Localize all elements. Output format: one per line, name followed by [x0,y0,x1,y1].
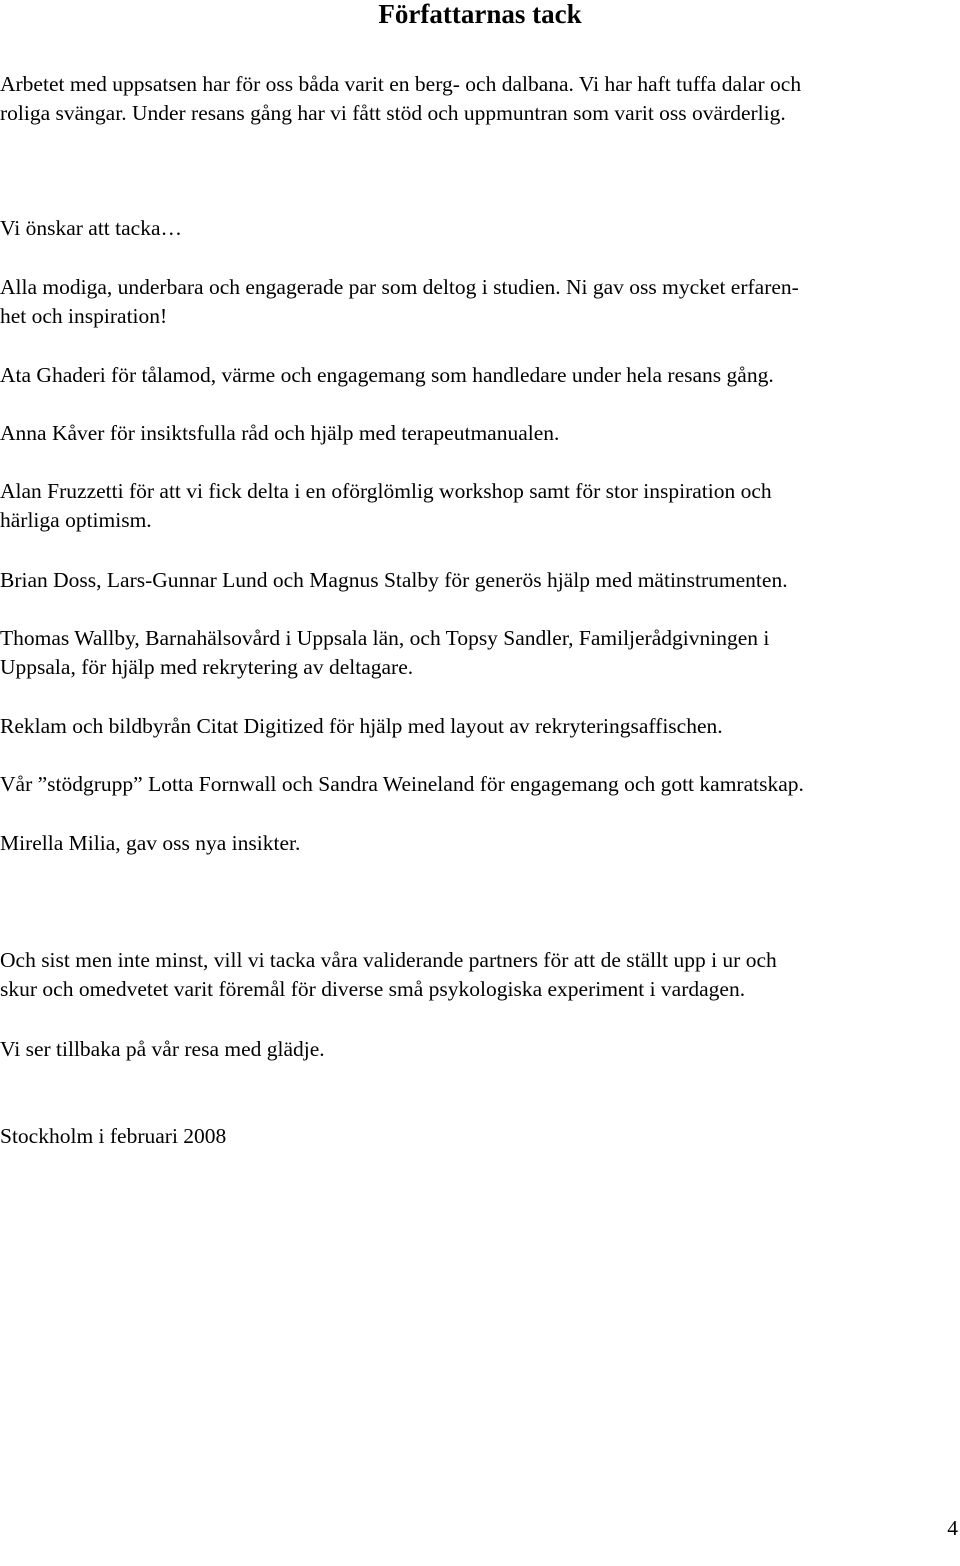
text-line: Stockholm i februari 2008 [0,1124,227,1148]
text-line: Mirella Milia, gav oss nya insikter. [0,831,301,855]
page-number: 4 [947,1516,958,1540]
text-line: Vi önskar att tacka… [0,216,182,240]
text-line: Alla modiga, underbara och engagerade par som deltog i studien. Ni gav oss mycket erfaren- [0,275,799,299]
thanks-couples [0,273,960,331]
text-line: Thomas Wallby, Barnahälsovård i Uppsala län, och Topsy Sandler, Familjerådgivningen i [0,626,770,650]
text-line: roliga svängar. Under resans gång har vi fått stöd och uppmuntran som varit oss ovärderlig. [0,101,786,125]
thanks-manual [0,419,960,448]
thanks-workshop [0,477,960,535]
text-line: Reklam och bildbyrån Citat Digitized för hjälp med layout av rekryteringsaffischen. [0,714,723,738]
text-line: Uppsala, för hjälp med rekrytering av deltagare. [0,655,414,679]
text-line: Och sist men inte minst, vill vi tacka våra validerande partners för att de ställt upp i ur och [0,948,777,972]
text-line: Brian Doss, Lars-Gunnar Lund och Magnus Stalby för generös hjälp med mätinstrumenten. [0,568,788,592]
text-line: Vi ser tillbaka på vår resa med glädje. [0,1037,325,1061]
place-date [0,1122,960,1151]
intro-paragraph [0,70,960,128]
thanks-supervisor [0,361,960,390]
thanks-instruments [0,566,960,595]
closing-line [0,1035,960,1064]
page-title: Författarnas tack [378,0,582,29]
thanks-insights [0,829,960,858]
thanks-layout [0,712,960,741]
thanks-support-group [0,770,960,799]
thanks-partners [0,946,960,1004]
thanks-intro [0,214,960,243]
text-line: skur och omedvetet varit föremål för diverse små psykologiska experiment i vardagen. [0,977,746,1001]
text-line: Ata Ghaderi för tålamod, värme och engagemang som handledare under hela resans gång. [0,363,774,387]
text-line: härliga optimism. [0,508,152,532]
text-line: Anna Kåver för insiktsfulla råd och hjälp med terapeutmanualen. [0,421,560,445]
text-line: Vår ”stödgrupp” Lotta Fornwall och Sandra Weineland för engagemang och gott kamratskap. [0,772,804,796]
text-line: Arbetet med uppsatsen har för oss båda varit en berg- och dalbana. Vi har haft tuffa dalar och [0,72,802,96]
text-line: Alan Fruzzetti för att vi fick delta i en oförglömlig workshop samt för stor inspiration och [0,479,772,503]
thanks-recruitment [0,624,960,682]
text-line: het och inspiration! [0,304,168,328]
